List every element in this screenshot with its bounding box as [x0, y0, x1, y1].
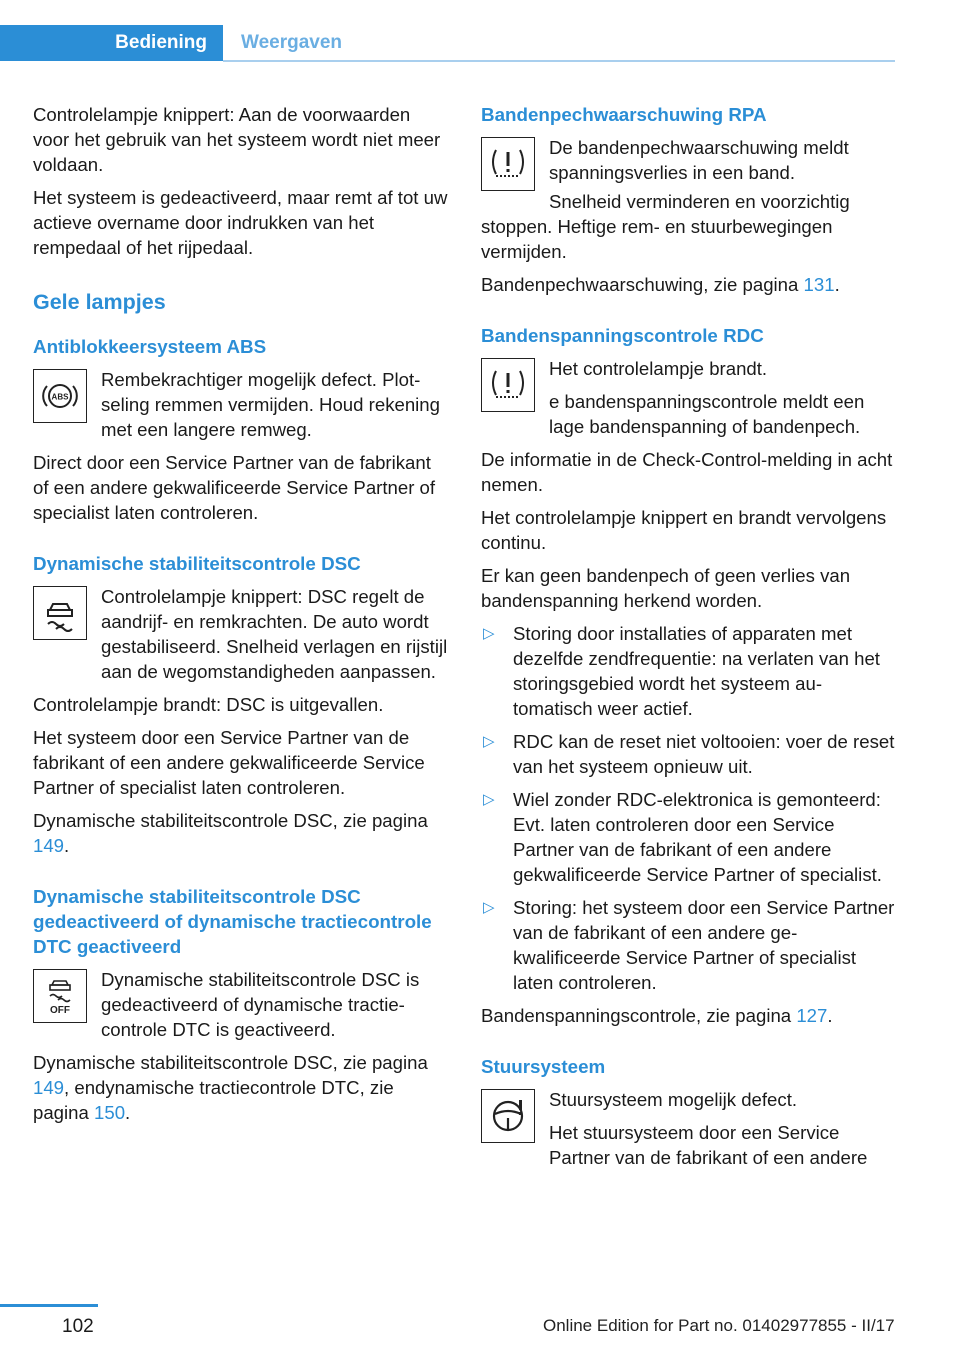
heading-dsc-off: Dynamische stabiliteitscontrole DSC gedeactiveerd of dynamische tractiecontrole DTC geactiveerd	[33, 886, 432, 957]
lamp-rdc	[481, 356, 895, 447]
dsc-off-icon	[33, 969, 87, 1023]
paragraph: Controlelampje knippert: Aan de voorwaarden voor het gebruik van het systeem wordt niet meer voldaan.	[33, 104, 441, 175]
lamp-description: Het controlelampje brandt.	[549, 358, 768, 379]
lamp-description: Rembekrachtiger mogelijk defect. Plotseling remmen vermijden. Houd rekening met een langere remweg.	[101, 369, 440, 440]
tire-warning-icon	[481, 137, 535, 191]
edition-label: Online Edition for Part no. 01402977855 - II/17	[543, 1316, 895, 1335]
list-item: ▷ RDC kan de reset niet voltooien: voer de reset van het systeem opnieuw uit.	[483, 731, 895, 777]
page-link[interactable]: 127	[796, 1005, 828, 1026]
list-item: ▷ Storing: het systeem door een Service Partner van de fabrikant of een andere gekwalificeerde Service Partner of specialist laten controleren.	[483, 897, 895, 993]
footer-accent-line	[0, 1304, 98, 1307]
page-footer	[0, 1300, 960, 1350]
bullet-list	[481, 621, 895, 995]
left-column	[33, 102, 451, 1133]
triangle-bullet-icon: ▷	[483, 791, 495, 808]
lamp-description: De bandenpechwaarschuwing meldt spanningsverlies in een band.	[549, 137, 849, 183]
page-number: 102	[62, 1316, 94, 1337]
dsc-warning-icon	[33, 586, 87, 640]
page-reference: Bandenpechwaarschuwing, zie pagina 131.	[481, 274, 840, 295]
header-divider	[223, 60, 895, 62]
lamp-description: Snelheid verminderen en voorzichtig stoppen. Heftige rem- en stuurbewegingen vermijden.	[481, 191, 850, 262]
paragraph: Direct door een Service Partner van de fabrikant of een andere gekwalificeerde Service Partner of specialist laten controleren.	[33, 452, 436, 523]
heading-rdc: Bandenspanningscontrole RDC	[481, 325, 764, 346]
lamp-dsc-off	[33, 967, 451, 1050]
triangle-bullet-icon: ▷	[483, 625, 495, 642]
paragraph: Het controlelampje knippert en brandt vervolgens continu.	[481, 507, 887, 553]
section-heading-gele-lampjes: Gele lampjes	[33, 290, 166, 314]
lamp-description: Controlelampje knippert: DSC regelt de aandrijf- en remkrachten. De auto wordt gestabiliseerd. Snelheid verlagen en rijstijl aan de wegomstandigheden aanpassen.	[101, 586, 448, 682]
lamp-abs	[33, 367, 451, 450]
lamp-description: e bandenspanningscontrole meldt een lage bandenspanning of bandenpech.	[549, 391, 865, 437]
triangle-bullet-icon: ▷	[483, 899, 495, 916]
paragraph: De informatie in de Check-Control-melding in acht nemen.	[481, 449, 893, 495]
svg-text:ABS: ABS	[51, 392, 69, 402]
page-link[interactable]: 149	[33, 835, 65, 856]
page-link[interactable]: 150	[94, 1102, 126, 1123]
svg-text:OFF: OFF	[50, 1005, 70, 1016]
lamp-rpa	[481, 135, 895, 272]
steering-warning-icon	[481, 1089, 535, 1143]
heading-steering: Stuursysteem	[481, 1056, 606, 1077]
lamp-description: Dynamische stabiliteitscontrole DSC is gedeactiveerd of dynamische tractiecontrole DTC is geactiveerd.	[101, 969, 420, 1040]
triangle-bullet-icon: ▷	[483, 733, 495, 750]
lamp-description: Stuursysteem mogelijk defect.	[549, 1089, 798, 1110]
lamp-steering	[481, 1087, 895, 1178]
page-header	[0, 25, 895, 61]
page-link[interactable]: 131	[803, 274, 835, 295]
tab-bediening[interactable]: Bediening	[0, 25, 223, 61]
paragraph: Er kan geen bandenpech of geen verlies van bandenspanning herkend worden.	[481, 565, 851, 611]
heading-dsc: Dynamische stabiliteitscontrole DSC	[33, 553, 361, 574]
page-link[interactable]: 149	[33, 1077, 65, 1098]
abs-warning-icon	[33, 369, 87, 423]
lamp-dsc	[33, 584, 451, 692]
page-reference: Dynamische stabiliteitscontrole DSC, zie pagina 149, endynamische tractiecontrole DTC, zie pagina 150.	[33, 1052, 428, 1123]
page-reference: Dynamische stabiliteitscontrole DSC, zie pagina 149.	[33, 810, 428, 856]
heading-abs: Antiblokkeersysteem ABS	[33, 336, 267, 357]
lamp-description: Het stuursysteem door een Service Partner van de fabrikant of een andere	[549, 1122, 868, 1168]
paragraph: Controlelampje brandt: DSC is uitgevallen.	[33, 694, 384, 715]
paragraph: Het systeem door een Service Partner van de fabrikant of een andere gekwalificeerde Service Partner of specialist laten controleren.	[33, 727, 425, 798]
list-item: ▷ Wiel zonder RDC-elektronica is gemonteerd: Evt. laten controleren door een Service Partner van de fabrikant of een andere gekwalificeerde Service Partner of specialist.	[483, 789, 882, 885]
heading-rpa: Bandenpechwaarschuwing RPA	[481, 104, 767, 125]
right-column	[481, 102, 895, 1178]
list-item: ▷ Storing door installaties of apparaten met dezelfde zendfrequentie: na verlaten van het storingsgebied wordt het systeem automatisch weer actief.	[483, 623, 880, 719]
page-reference: Bandenspanningscontrole, zie pagina 127.	[481, 1005, 833, 1026]
paragraph: Het systeem is gedeactiveerd, maar remt af tot uw actieve overname door indrukken van het rempedaal of het rijpedaal.	[33, 187, 448, 258]
tab-weergaven[interactable]: Weergaven	[241, 32, 343, 53]
tire-pressure-icon	[481, 358, 535, 412]
